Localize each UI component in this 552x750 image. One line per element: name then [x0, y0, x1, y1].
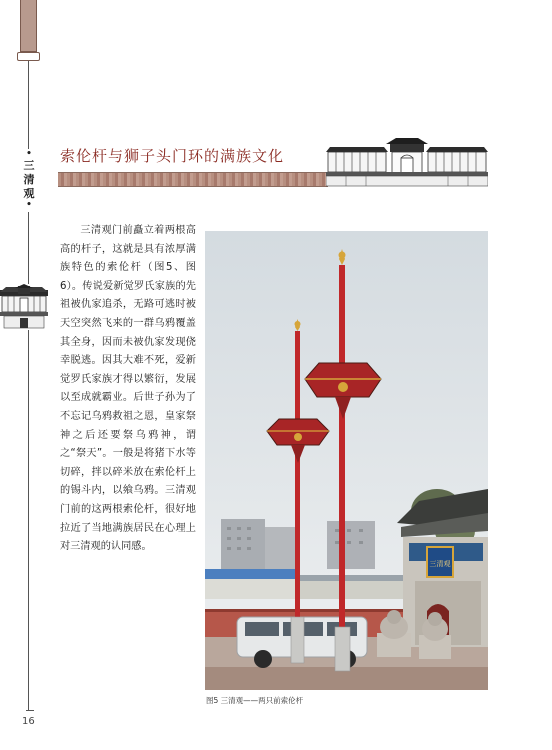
- solun-pole-photo: [205, 231, 488, 690]
- margin-rule: [28, 212, 29, 284]
- side-char-2: 清: [23, 173, 35, 186]
- page-number: 16: [22, 716, 35, 727]
- header-building-icon: [326, 138, 488, 188]
- section-title: 索伦杆与狮子头门环的满族文化: [60, 147, 285, 165]
- margin-tab: [20, 0, 37, 52]
- header-band: [58, 172, 328, 187]
- blue-roof: [205, 569, 295, 579]
- figure-photo: [205, 231, 488, 690]
- side-char-3: 观: [23, 187, 35, 200]
- page-tick: [26, 710, 34, 711]
- body-paragraph: 三清观门前矗立着两根高高的杆子，这就是具有浓厚满族特色的索伦杆（图5、图6）。传说爱新觉罗氏家族的先祖被仇家追杀，无路可逃时被天空突然飞来的一群乌鸦覆盖其全身，因而未被仇家发现侥幸脱逃。因其大难不死，爱新觉罗氏家族才得以繁衍，发展以至成就霸业。后世子孙为了不忘记乌鸦救祖之恩，皇家祭神之后还要祭乌鸦神，谓之“祭天”。一般是将猪下水等切碎，拌以碎米放在索伦杆上的锡斗内，以飨乌鸦。三清观门前的这两根索伦杆，很好地拉近了当地满族居民在心理上对三清观的认同感。: [60, 225, 196, 553]
- apartment-building: [327, 521, 375, 569]
- side-building-icon: [0, 284, 48, 330]
- margin-rule: [28, 61, 29, 149]
- side-dot: •: [26, 149, 32, 159]
- margin-rule: [28, 330, 29, 710]
- figure-caption: 图5 三清观——两只前索伦杆: [206, 696, 304, 705]
- chapter-side-label: [18, 150, 40, 210]
- apartment-building: [265, 527, 295, 569]
- plaque-text: 三清观: [429, 560, 451, 568]
- margin-tab-knot: [17, 52, 40, 61]
- side-dot: •: [26, 200, 32, 210]
- side-char-1: 三: [23, 159, 35, 172]
- apartment-building: [221, 519, 265, 569]
